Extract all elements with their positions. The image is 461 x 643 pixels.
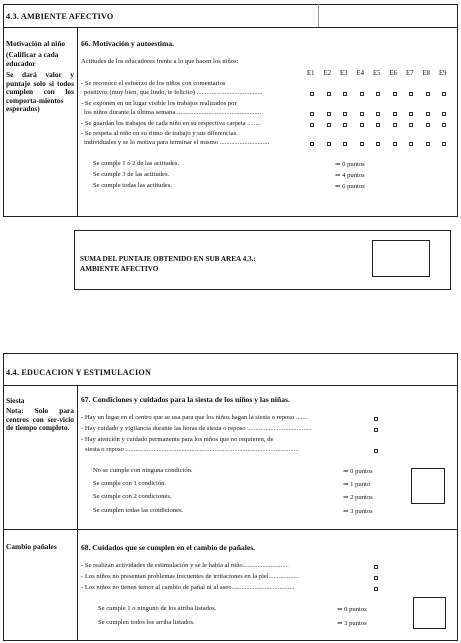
- question-66-intro: Actitudes de los educadores frente a lo que hacen los niños:: [81, 58, 239, 65]
- checkbox-66-item3-e2[interactable]: [327, 123, 331, 127]
- checkbox-66-item3-e4[interactable]: [360, 123, 364, 127]
- checkbox-66-item4-e4[interactable]: [360, 142, 364, 146]
- checkbox-66-item1-e9[interactable]: [442, 92, 446, 96]
- sum-43-line2: AMBIENTE AFECTIVO: [80, 265, 159, 273]
- section-44-column-divider: [77, 385, 78, 641]
- item-66-4-line1: - Se respeta al niño en su ritmo de trabajo y sus diferencias: [81, 130, 237, 137]
- section-43-title: 4.3. AMBIENTE AFECTIVO: [6, 12, 114, 21]
- checkbox-66-item4-e2[interactable]: [327, 142, 331, 146]
- item-67-2: - Hay cuidado y vigilancia durante las horas de siesta o reposo .......................................: [81, 425, 312, 432]
- checkbox-68-2[interactable]: [374, 576, 378, 580]
- score-67-1-points: ⇒ 1 punto: [343, 481, 371, 488]
- question-68-title: 68. Cuidados que se cumplen en el cambio de pañales.: [81, 543, 256, 552]
- score-68-box[interactable]: [413, 597, 446, 629]
- checkbox-66-item3-e6[interactable]: [393, 123, 397, 127]
- checkbox-66-item2-e1[interactable]: [310, 112, 314, 116]
- section-43-column-divider: [77, 27, 78, 217]
- checkbox-66-item3-e7[interactable]: [409, 123, 413, 127]
- checkbox-66-item4-e7[interactable]: [409, 142, 413, 146]
- checkbox-66-item2-e7[interactable]: [409, 112, 413, 116]
- checkbox-66-item1-e4[interactable]: [360, 92, 364, 96]
- score-67-box[interactable]: [411, 468, 445, 504]
- item-68-3: - Los niños no tienen temor al cambio de pañal ni al aseo......................................: [81, 584, 295, 591]
- score-68-1-points: ⇒ 3 puntos: [337, 620, 367, 627]
- section-43-title-rule: [3, 27, 458, 28]
- sum-43-line1: SUMA DEL PUNTAJE OBTENIDO EN SUB AREA 4.3.:: [80, 255, 256, 263]
- siesta-label: Siesta: [6, 396, 25, 405]
- panales-label: Cambio pañales: [6, 542, 57, 551]
- item-68-2: - Los niños no presentan problemas frecuentes de irritaciones en la piel..................: [81, 573, 299, 580]
- score-66-2-label: Se cumple todas las actitudes.: [93, 182, 172, 189]
- checkbox-66-item1-e8[interactable]: [426, 92, 430, 96]
- checkbox-66-item2-e3[interactable]: [343, 112, 347, 116]
- educator-header-e6: E6: [389, 70, 398, 77]
- checkbox-66-item2-e8[interactable]: [426, 112, 430, 116]
- item-66-4-line2: individuales y se lo motiva para terminar el mismo ..............................: [84, 139, 270, 146]
- item-66-3-line1: - Se guardan los trabajos de cada niño en su respectiva carpeta ........: [81, 120, 261, 127]
- section-44-title-rule: [3, 385, 458, 386]
- item-66-1-line1: - Se reconoce el esfuerzo de los niños con comentarios: [81, 80, 226, 87]
- score-67-2-label: Se cumple con 2 condiciones.: [93, 493, 172, 500]
- item-66-2-line2: los niños durante la última semana ....................................................: [84, 109, 263, 116]
- score-66-2-points: ⇒ 6 puntos: [335, 183, 365, 190]
- score-67-3-points: ⇒ 3 puntos: [343, 508, 373, 515]
- educator-header-e3: E3: [340, 70, 348, 77]
- checkbox-66-item4-e9[interactable]: [442, 142, 446, 146]
- educator-header-e8: E8: [422, 70, 431, 77]
- checkbox-66-item3-e5[interactable]: [376, 123, 380, 127]
- checkbox-67-3[interactable]: [374, 449, 378, 453]
- motivacion-label: Motivación al niño: [6, 39, 66, 48]
- checkbox-66-item1-e1[interactable]: [310, 92, 314, 96]
- score-68-0-label: Se cumple 1 o ninguno de los arriba listados.: [98, 605, 217, 612]
- checkbox-66-item2-e2[interactable]: [327, 112, 331, 116]
- educator-header-e7: E7: [406, 70, 414, 77]
- checkbox-66-item2-e4[interactable]: [360, 112, 364, 116]
- checkbox-68-1[interactable]: [374, 565, 378, 569]
- score-67-3-label: Se cumplen todas las condiciones.: [93, 507, 184, 514]
- section-44-title: 4.4. EDUCACION Y ESTIMULACION: [6, 368, 152, 377]
- checkbox-66-item2-e6[interactable]: [393, 112, 397, 116]
- checkbox-66-item3-e8[interactable]: [426, 123, 430, 127]
- item-68-1: - Se realizan actividades de estimulación y se le habla al niño............................: [81, 562, 289, 569]
- checkbox-66-item1-e3[interactable]: [343, 92, 347, 96]
- checkbox-66-item2-e9[interactable]: [442, 112, 446, 116]
- section-44-row-rule: [3, 529, 458, 530]
- checkbox-66-item3-e3[interactable]: [343, 123, 347, 127]
- score-66-1-label: Se cumple 3 de las actitudes.: [93, 171, 170, 178]
- checkbox-66-item3-e9[interactable]: [442, 123, 446, 127]
- score-66-1-points: ⇒ 4 puntos: [335, 172, 365, 179]
- checkbox-66-item4-e8[interactable]: [426, 142, 430, 146]
- score-68-1-label: Se cumplen todos los arriba listados.: [98, 619, 195, 626]
- item-67-1: - Hay un lugar en el centro que se usa para que los niños hagan la siesta o reposo .......: [81, 414, 308, 421]
- question-66-title: 66. Motivación y autoestima.: [81, 39, 175, 48]
- score-67-0-label: No se cumple con ninguna condición.: [93, 467, 193, 474]
- score-67-1-label: Se cumple con 1 condición.: [93, 480, 167, 487]
- educator-header-e1: E1: [307, 70, 315, 77]
- item-67-3: - Hay atención y cuidado permanente para los niños que no requieren, de: [81, 436, 274, 443]
- item-67-3b: siesta o reposo .........................................................................................................: [85, 446, 299, 453]
- checkbox-66-item1-e7[interactable]: [409, 92, 413, 96]
- item-66-2-line1: - Se exponen en un lugar visible los trabajos realizados por: [81, 100, 237, 107]
- question-67-title: 67. Condiciones y cuidados para la siesta de los niños y las niñas.: [81, 395, 290, 404]
- educator-header-e4: E4: [356, 70, 365, 77]
- motivacion-sublabel: (Calificar a cada educador: [6, 50, 59, 68]
- checkbox-67-1[interactable]: [374, 417, 378, 421]
- checkbox-66-item2-e5[interactable]: [376, 112, 380, 116]
- checkbox-66-item1-e6[interactable]: [393, 92, 397, 96]
- educator-header-e2: E2: [323, 70, 332, 77]
- checkbox-66-item4-e5[interactable]: [376, 142, 380, 146]
- checkbox-68-3[interactable]: [374, 587, 378, 591]
- checkbox-66-item1-e5[interactable]: [376, 92, 380, 96]
- score-66-0-points: ⇒ 0 puntos: [335, 161, 365, 168]
- checkbox-66-item1-e2[interactable]: [327, 92, 331, 96]
- checkbox-67-2[interactable]: [374, 428, 378, 432]
- score-67-2-points: ⇒ 2 puntos: [343, 494, 373, 501]
- educator-header-e5: E5: [373, 70, 381, 77]
- item-66-1-line2: positivos (muy bien, que lindo, te felicito) ........................................: [84, 89, 263, 96]
- score-67-0-points: ⇒ 0 puntos: [343, 468, 373, 475]
- checkbox-66-item4-e6[interactable]: [393, 142, 397, 146]
- motivacion-note: Se dará valor y puntaje solo si todos cumplen con los comporta-mientos esperados): [6, 70, 74, 114]
- score-68-0-points: ⇒ 0 puntos: [337, 606, 367, 613]
- score-66-0-label: Se cumple 1 ó 2 de las actitudes.: [93, 160, 180, 167]
- section-43-top-tick: [318, 4, 319, 27]
- checkbox-66-item4-e1[interactable]: [310, 142, 314, 146]
- sum-43-score-box[interactable]: [372, 240, 430, 277]
- checkbox-66-item3-e1[interactable]: [310, 123, 314, 127]
- checkbox-66-item4-e3[interactable]: [343, 142, 347, 146]
- siesta-note: Nota: Solo para centros con ser-vicio de tiempo completo.: [6, 406, 74, 433]
- educator-header-e9: E9: [439, 70, 447, 77]
